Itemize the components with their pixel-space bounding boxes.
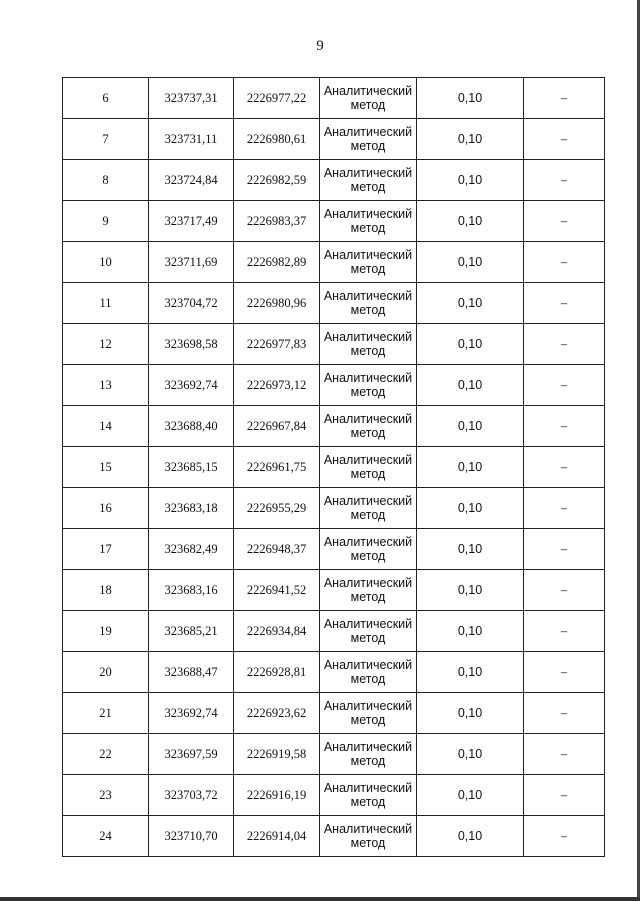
y-coordinate-cell: 2226977,22 [234,78,320,119]
accuracy-cell: 0,10 [417,488,524,529]
coordinates-table-body [63,78,605,857]
x-coordinate-cell: 323692,74 [149,365,234,406]
note-cell: – [524,488,605,529]
method-text-line: Аналитический [323,166,413,180]
note-cell: – [524,447,605,488]
method-cell [320,201,417,242]
method-text-line: метод [350,467,386,481]
method-text-line: метод [350,795,386,809]
method-cell [320,816,417,857]
table-row [63,611,605,652]
method-text-line: Аналитический [323,535,413,549]
y-coordinate-cell: 2226982,59 [234,160,320,201]
method-cell [320,119,417,160]
note-cell: – [524,406,605,447]
x-coordinate-cell: 323683,16 [149,570,234,611]
x-coordinate-cell: 323704,72 [149,283,234,324]
method-cell [320,242,417,283]
method-text-line: Аналитический [323,248,413,262]
note-cell: – [524,816,605,857]
table-row [63,488,605,529]
x-coordinate-cell: 323737,31 [149,78,234,119]
note-cell: – [524,611,605,652]
method-text-line: Аналитический [323,781,413,795]
method-text-line: метод [350,262,386,276]
method-text-line: метод [350,754,386,768]
method-cell [320,406,417,447]
method-text-line: Аналитический [323,699,413,713]
method-text-line: метод [350,385,386,399]
method-cell [320,324,417,365]
method-cell [320,160,417,201]
note-cell: – [524,734,605,775]
note-cell: – [524,652,605,693]
point-number-cell: 6 [63,78,149,119]
table-row [63,406,605,447]
x-coordinate-cell: 323731,11 [149,119,234,160]
y-coordinate-cell: 2226955,29 [234,488,320,529]
point-number-cell: 13 [63,365,149,406]
point-number-cell: 7 [63,119,149,160]
note-cell: – [524,201,605,242]
method-text-line: Аналитический [323,330,413,344]
table-row [63,693,605,734]
method-text-line: метод [350,508,386,522]
point-number-cell: 20 [63,652,149,693]
accuracy-cell: 0,10 [417,119,524,160]
method-cell [320,78,417,119]
method-cell [320,447,417,488]
method-text-line: метод [350,426,386,440]
point-number-cell: 9 [63,201,149,242]
y-coordinate-cell: 2226980,96 [234,283,320,324]
y-coordinate-cell: 2226919,58 [234,734,320,775]
accuracy-cell: 0,10 [417,652,524,693]
y-coordinate-cell: 2226916,19 [234,775,320,816]
x-coordinate-cell: 323710,70 [149,816,234,857]
table-row [63,816,605,857]
method-cell [320,734,417,775]
x-coordinate-cell: 323697,59 [149,734,234,775]
method-text-line: Аналитический [323,207,413,221]
table-row [63,78,605,119]
accuracy-cell: 0,10 [417,324,524,365]
y-coordinate-cell: 2226914,04 [234,816,320,857]
method-text-line: метод [350,344,386,358]
x-coordinate-cell: 323703,72 [149,775,234,816]
method-text-line: метод [350,98,386,112]
y-coordinate-cell: 2226980,61 [234,119,320,160]
accuracy-cell: 0,10 [417,775,524,816]
method-text-line: Аналитический [323,453,413,467]
method-text-line: Аналитический [323,289,413,303]
x-coordinate-cell: 323688,47 [149,652,234,693]
method-cell [320,283,417,324]
method-text-line: метод [350,672,386,686]
method-text-line: метод [350,549,386,563]
x-coordinate-cell: 323717,49 [149,201,234,242]
table-row [63,324,605,365]
note-cell: – [524,324,605,365]
method-text-line: метод [350,590,386,604]
method-cell [320,570,417,611]
note-cell: – [524,78,605,119]
y-coordinate-cell: 2226961,75 [234,447,320,488]
table-row [63,775,605,816]
method-text-line: метод [350,713,386,727]
note-cell: – [524,775,605,816]
accuracy-cell: 0,10 [417,201,524,242]
y-coordinate-cell: 2226934,84 [234,611,320,652]
point-number-cell: 8 [63,160,149,201]
accuracy-cell: 0,10 [417,570,524,611]
accuracy-cell: 0,10 [417,242,524,283]
method-text-line: Аналитический [323,412,413,426]
y-coordinate-cell: 2226983,37 [234,201,320,242]
table-row [63,734,605,775]
x-coordinate-cell: 323692,74 [149,693,234,734]
method-text-line: метод [350,180,386,194]
point-number-cell: 24 [63,816,149,857]
point-number-cell: 14 [63,406,149,447]
x-coordinate-cell: 323698,58 [149,324,234,365]
point-number-cell: 18 [63,570,149,611]
note-cell: – [524,570,605,611]
method-text-line: Аналитический [323,617,413,631]
point-number-cell: 23 [63,775,149,816]
method-cell [320,693,417,734]
y-coordinate-cell: 2226973,12 [234,365,320,406]
method-text-line: Аналитический [323,494,413,508]
note-cell: – [524,119,605,160]
page-number: 9 [316,38,324,54]
method-cell [320,529,417,570]
table-row [63,570,605,611]
y-coordinate-cell: 2226928,81 [234,652,320,693]
accuracy-cell: 0,10 [417,78,524,119]
table-row [63,365,605,406]
coordinates-table [62,77,605,857]
point-number-cell: 15 [63,447,149,488]
note-cell: – [524,160,605,201]
method-text-line: Аналитический [323,822,413,836]
note-cell: – [524,283,605,324]
table-row [63,119,605,160]
note-cell: – [524,365,605,406]
y-coordinate-cell: 2226967,84 [234,406,320,447]
method-cell [320,365,417,406]
point-number-cell: 21 [63,693,149,734]
x-coordinate-cell: 323685,21 [149,611,234,652]
method-text-line: метод [350,631,386,645]
accuracy-cell: 0,10 [417,611,524,652]
y-coordinate-cell: 2226923,62 [234,693,320,734]
table-row [63,447,605,488]
x-coordinate-cell: 323711,69 [149,242,234,283]
table-row [63,529,605,570]
table-row [63,652,605,693]
method-text-line: метод [350,221,386,235]
y-coordinate-cell: 2226941,52 [234,570,320,611]
accuracy-cell: 0,10 [417,406,524,447]
method-text-line: Аналитический [323,740,413,754]
accuracy-cell: 0,10 [417,283,524,324]
table-row [63,283,605,324]
accuracy-cell: 0,10 [417,734,524,775]
accuracy-cell: 0,10 [417,816,524,857]
method-text-line: Аналитический [323,658,413,672]
point-number-cell: 22 [63,734,149,775]
point-number-cell: 12 [63,324,149,365]
accuracy-cell: 0,10 [417,529,524,570]
table-row [63,201,605,242]
x-coordinate-cell: 323682,49 [149,529,234,570]
accuracy-cell: 0,10 [417,447,524,488]
method-text-line: метод [350,303,386,317]
table-row [63,242,605,283]
note-cell: – [524,242,605,283]
table-row [63,160,605,201]
point-number-cell: 16 [63,488,149,529]
y-coordinate-cell: 2226982,89 [234,242,320,283]
y-coordinate-cell: 2226948,37 [234,529,320,570]
scan-edge-bottom [0,897,640,901]
method-cell [320,652,417,693]
method-text-line: Аналитический [323,125,413,139]
x-coordinate-cell: 323724,84 [149,160,234,201]
point-number-cell: 19 [63,611,149,652]
x-coordinate-cell: 323688,40 [149,406,234,447]
x-coordinate-cell: 323685,15 [149,447,234,488]
accuracy-cell: 0,10 [417,693,524,734]
method-text-line: Аналитический [323,371,413,385]
point-number-cell: 17 [63,529,149,570]
method-cell [320,775,417,816]
method-text-line: Аналитический [323,84,413,98]
point-number-cell: 11 [63,283,149,324]
accuracy-cell: 0,10 [417,365,524,406]
method-cell [320,611,417,652]
method-cell [320,488,417,529]
point-number-cell: 10 [63,242,149,283]
note-cell: – [524,693,605,734]
note-cell: – [524,529,605,570]
method-text-line: Аналитический [323,576,413,590]
accuracy-cell: 0,10 [417,160,524,201]
method-text-line: метод [350,836,386,850]
x-coordinate-cell: 323683,18 [149,488,234,529]
method-text-line: метод [350,139,386,153]
y-coordinate-cell: 2226977,83 [234,324,320,365]
